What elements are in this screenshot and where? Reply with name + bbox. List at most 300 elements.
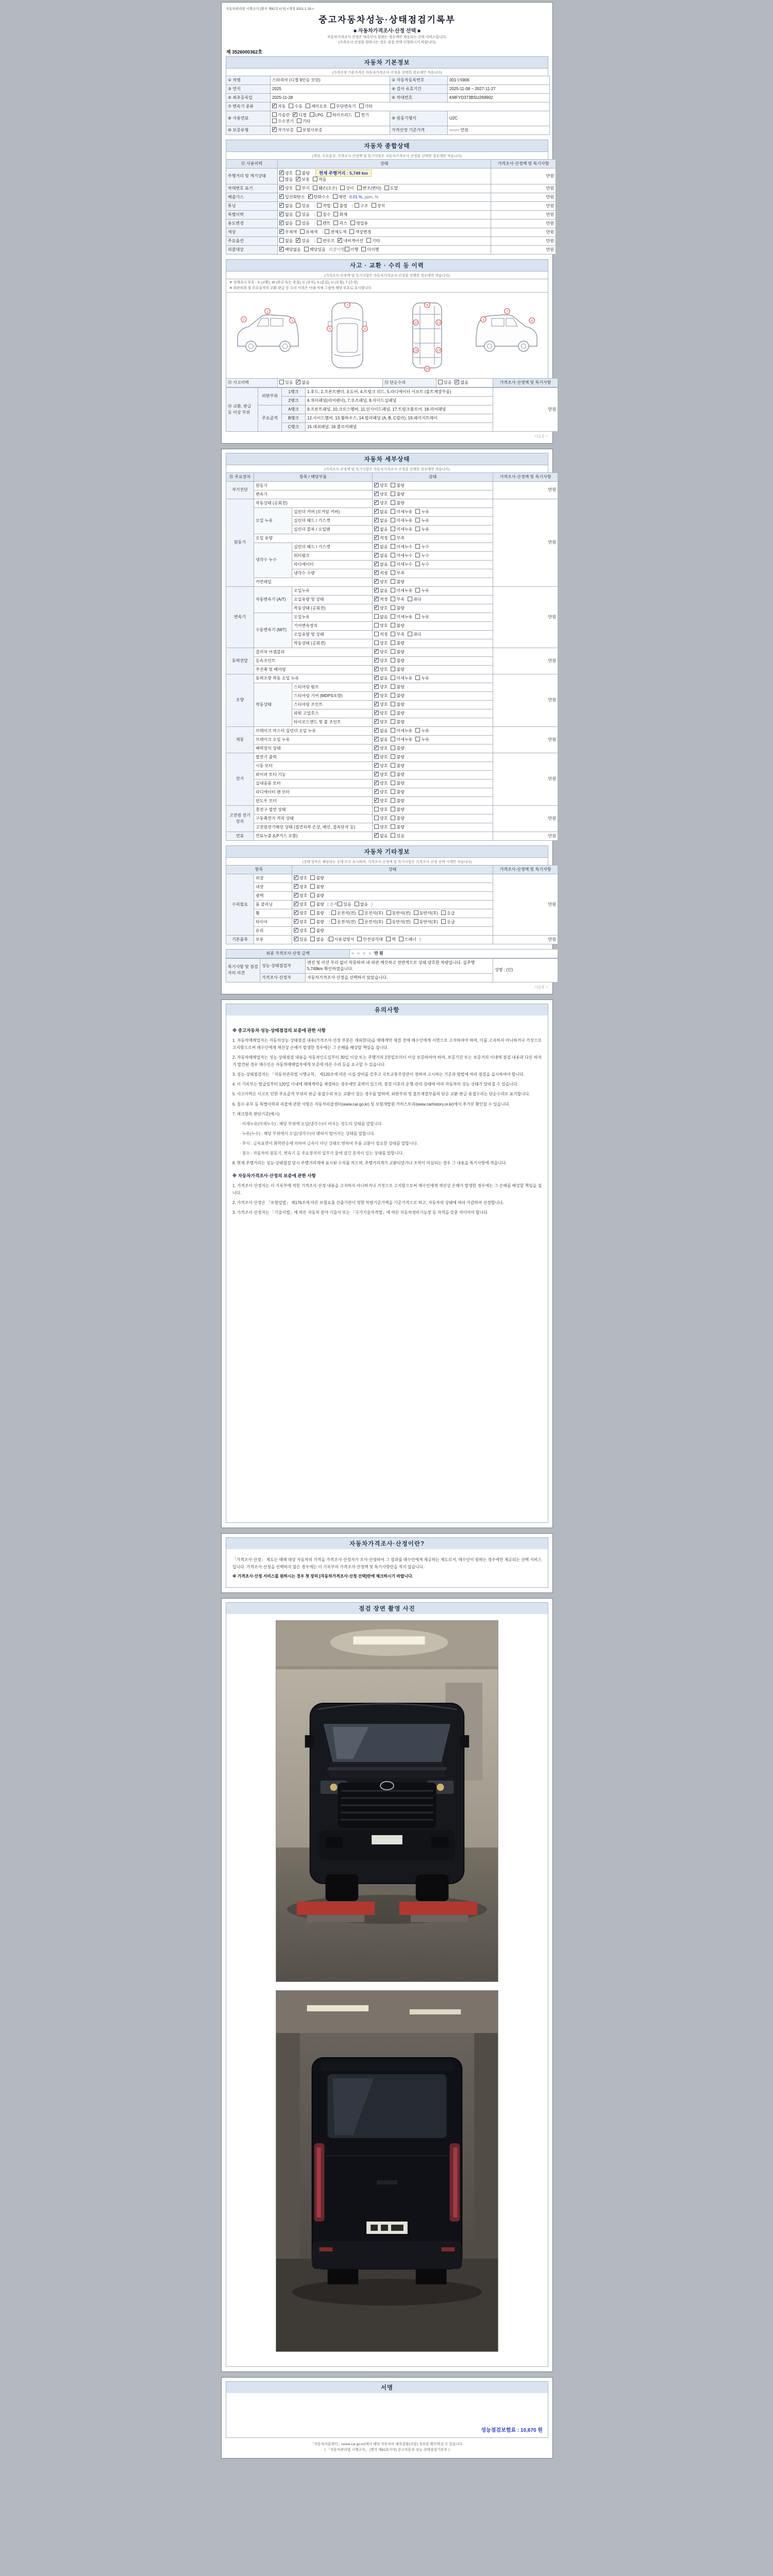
checkbox-option[interactable]	[374, 754, 388, 760]
checkbox-option[interactable]	[355, 203, 368, 209]
checkbox-checked[interactable]	[374, 798, 379, 803]
checkbox-unchecked[interactable]	[279, 238, 284, 243]
checkbox-option[interactable]	[391, 702, 404, 708]
checkbox-checked[interactable]	[294, 884, 298, 889]
checkbox-option[interactable]	[415, 518, 429, 524]
checkbox-unchecked[interactable]	[391, 807, 395, 811]
checkbox-checked[interactable]	[294, 910, 298, 915]
checkbox-unchecked[interactable]	[391, 789, 395, 794]
checkbox-option[interactable]	[374, 833, 388, 839]
checkbox-unchecked[interactable]	[296, 185, 300, 190]
checkbox-unchecked[interactable]	[391, 833, 395, 838]
checkbox-option[interactable]	[374, 737, 388, 743]
checkbox-unchecked[interactable]	[289, 104, 293, 108]
checkbox-unchecked[interactable]	[310, 112, 314, 117]
checkbox-option[interactable]	[374, 632, 388, 638]
checkbox-option[interactable]	[310, 902, 324, 908]
checkbox-unchecked[interactable]	[391, 710, 395, 715]
checkbox-unchecked[interactable]	[408, 597, 412, 601]
checkbox-option[interactable]	[386, 937, 396, 943]
checkbox-unchecked[interactable]	[330, 104, 335, 108]
checkbox-option[interactable]	[310, 910, 324, 917]
checkbox-unchecked[interactable]	[415, 614, 420, 619]
checkbox-unchecked[interactable]	[355, 902, 359, 906]
checkbox-option[interactable]	[391, 632, 404, 638]
checkbox-option[interactable]	[374, 807, 388, 813]
checkbox-option[interactable]	[310, 937, 324, 943]
checkbox-option[interactable]	[374, 579, 388, 585]
checkbox-option[interactable]	[391, 833, 404, 839]
checkbox-option[interactable]	[330, 104, 356, 110]
checkbox-checked[interactable]	[272, 127, 277, 132]
checkbox-option[interactable]	[272, 104, 285, 110]
checkbox-option[interactable]	[438, 380, 451, 386]
checkbox-option[interactable]	[317, 221, 330, 227]
checkbox-option[interactable]	[350, 221, 368, 227]
checkbox-option[interactable]	[359, 919, 383, 925]
checkbox-unchecked[interactable]	[310, 875, 315, 880]
checkbox-unchecked[interactable]	[386, 937, 391, 941]
checkbox-option[interactable]	[391, 667, 404, 673]
checkbox-option[interactable]	[333, 203, 347, 209]
checkbox-option[interactable]	[310, 893, 324, 899]
checkbox-option[interactable]	[441, 910, 455, 917]
checkbox-option[interactable]	[317, 212, 330, 218]
checkbox-unchecked[interactable]	[374, 824, 379, 829]
checkbox-unchecked[interactable]	[329, 937, 333, 941]
checkbox-option[interactable]	[328, 919, 356, 925]
checkbox-checked[interactable]	[296, 238, 300, 243]
checkbox-option[interactable]	[391, 754, 404, 760]
checkbox-option[interactable]	[374, 798, 388, 804]
checkbox-unchecked[interactable]	[328, 919, 336, 924]
checkbox-option[interactable]	[391, 807, 404, 813]
checkbox-unchecked[interactable]	[391, 562, 395, 566]
checkbox-unchecked[interactable]	[359, 919, 363, 924]
checkbox-option[interactable]	[304, 247, 326, 253]
checkbox-unchecked[interactable]	[391, 675, 395, 680]
checkbox-unchecked[interactable]	[391, 570, 395, 575]
checkbox-unchecked[interactable]	[317, 238, 322, 243]
checkbox-option[interactable]	[391, 816, 404, 822]
checkbox-checked[interactable]	[374, 553, 379, 557]
checkbox-checked[interactable]	[296, 177, 300, 181]
checkbox-option[interactable]	[317, 203, 330, 209]
checkbox-option[interactable]	[357, 937, 383, 943]
checkbox-option[interactable]	[272, 112, 290, 118]
checkbox-checked[interactable]	[374, 789, 379, 794]
checkbox-unchecked[interactable]	[340, 185, 345, 190]
checkbox-unchecked[interactable]	[333, 212, 338, 216]
checkbox-unchecked[interactable]	[297, 127, 301, 132]
checkbox-option[interactable]	[391, 745, 404, 752]
checkbox-option[interactable]	[384, 185, 398, 192]
checkbox-option[interactable]	[374, 772, 388, 778]
checkbox-option[interactable]	[293, 112, 306, 118]
checkbox-unchecked[interactable]	[391, 667, 395, 671]
checkbox-option[interactable]	[296, 177, 309, 183]
checkbox-option[interactable]	[296, 212, 309, 218]
checkbox-option[interactable]	[374, 483, 388, 489]
checkbox-option[interactable]	[310, 875, 324, 882]
checkbox-checked[interactable]	[374, 597, 379, 601]
checkbox-option[interactable]	[391, 728, 412, 734]
checkbox-unchecked[interactable]	[297, 118, 301, 123]
checkbox-option[interactable]	[391, 588, 412, 594]
checkbox-option[interactable]	[374, 702, 388, 708]
checkbox-option[interactable]	[327, 112, 352, 118]
checkbox-option[interactable]	[355, 902, 368, 908]
checkbox-checked[interactable]	[308, 194, 313, 199]
checkbox-option[interactable]	[349, 229, 371, 235]
checkbox-unchecked[interactable]	[415, 518, 420, 522]
checkbox-option[interactable]	[374, 763, 388, 769]
checkbox-unchecked[interactable]	[391, 483, 395, 487]
checkbox-unchecked[interactable]	[391, 579, 395, 584]
checkbox-option[interactable]	[294, 902, 307, 908]
checkbox-unchecked[interactable]	[355, 112, 360, 117]
checkbox-option[interactable]	[359, 910, 383, 917]
checkbox-checked[interactable]	[374, 649, 379, 654]
checkbox-option[interactable]	[374, 816, 388, 822]
checkbox-option[interactable]	[374, 684, 388, 690]
checkbox-option[interactable]	[279, 380, 293, 386]
checkbox-checked[interactable]	[294, 902, 298, 906]
checkbox-unchecked[interactable]	[386, 910, 391, 915]
checkbox-unchecked[interactable]	[317, 212, 322, 216]
checkbox-option[interactable]	[366, 238, 380, 244]
checkbox-option[interactable]	[391, 684, 404, 690]
checkbox-checked[interactable]	[293, 112, 297, 117]
checkbox-unchecked[interactable]	[391, 702, 395, 706]
checkbox-option[interactable]	[391, 553, 412, 559]
checkbox-unchecked[interactable]	[272, 118, 277, 123]
checkbox-option[interactable]	[391, 579, 404, 585]
checkbox-checked[interactable]	[374, 728, 379, 733]
checkbox-option[interactable]	[374, 509, 388, 515]
checkbox-checked[interactable]	[338, 238, 342, 243]
checkbox-checked[interactable]	[374, 658, 379, 663]
checkbox-unchecked[interactable]	[415, 562, 420, 566]
checkbox-option[interactable]	[374, 789, 388, 795]
checkbox-unchecked[interactable]	[415, 527, 420, 531]
checkbox-option[interactable]	[296, 185, 309, 192]
checkbox-option[interactable]	[374, 719, 388, 725]
checkbox-option[interactable]	[313, 177, 326, 183]
checkbox-checked[interactable]	[374, 570, 379, 575]
checkbox-option[interactable]	[359, 104, 373, 110]
checkbox-option[interactable]	[300, 229, 317, 235]
checkbox-unchecked[interactable]	[391, 649, 395, 654]
checkbox-option[interactable]	[310, 928, 324, 934]
checkbox-option[interactable]	[294, 884, 307, 890]
checkbox-option[interactable]	[408, 632, 421, 638]
checkbox-unchecked[interactable]	[415, 553, 420, 557]
checkbox-option[interactable]	[415, 562, 429, 568]
checkbox-option[interactable]	[374, 667, 388, 673]
checkbox-unchecked[interactable]	[333, 203, 338, 208]
checkbox-option[interactable]	[391, 675, 412, 682]
checkbox-checked[interactable]	[279, 203, 284, 208]
checkbox-unchecked[interactable]	[374, 807, 379, 811]
checkbox-checked[interactable]	[374, 693, 379, 698]
checkbox-option[interactable]	[374, 527, 388, 533]
checkbox-unchecked[interactable]	[374, 640, 379, 645]
checkbox-option[interactable]	[374, 824, 388, 831]
checkbox-unchecked[interactable]	[414, 910, 418, 915]
checkbox-unchecked[interactable]	[333, 194, 338, 199]
checkbox-option[interactable]	[317, 238, 334, 244]
checkbox-option[interactable]	[391, 719, 404, 725]
checkbox-checked[interactable]	[374, 527, 379, 531]
checkbox-option[interactable]	[357, 185, 381, 192]
checkbox-unchecked[interactable]	[355, 203, 359, 208]
checkbox-checked[interactable]	[279, 221, 284, 225]
checkbox-unchecked[interactable]	[391, 798, 395, 803]
checkbox-option[interactable]	[414, 910, 438, 917]
checkbox-option[interactable]	[279, 194, 305, 200]
checkbox-option[interactable]	[333, 221, 347, 227]
checkbox-option[interactable]	[329, 937, 355, 943]
checkbox-option[interactable]	[294, 910, 307, 917]
checkbox-unchecked[interactable]	[391, 500, 395, 505]
checkbox-unchecked[interactable]	[414, 919, 418, 924]
checkbox-option[interactable]	[374, 614, 388, 620]
checkbox-option[interactable]	[294, 928, 307, 934]
checkbox-option[interactable]	[296, 221, 309, 227]
checkbox-unchecked[interactable]	[391, 772, 395, 776]
checkbox-unchecked[interactable]	[304, 247, 309, 251]
checkbox-unchecked[interactable]	[296, 171, 300, 175]
checkbox-unchecked[interactable]	[310, 902, 315, 906]
checkbox-option[interactable]	[374, 518, 388, 524]
checkbox-checked[interactable]	[374, 535, 379, 540]
checkbox-checked[interactable]	[279, 185, 284, 190]
checkbox-option[interactable]	[361, 247, 379, 253]
checkbox-unchecked[interactable]	[391, 824, 395, 829]
checkbox-option[interactable]	[415, 553, 429, 559]
checkbox-option[interactable]	[415, 509, 429, 515]
checkbox-option[interactable]	[391, 789, 404, 795]
checkbox-unchecked[interactable]	[310, 910, 315, 915]
checkbox-unchecked[interactable]	[391, 640, 395, 645]
checkbox-option[interactable]	[308, 194, 330, 200]
checkbox-checked[interactable]	[374, 492, 379, 496]
checkbox-option[interactable]	[279, 185, 293, 192]
checkbox-option[interactable]	[355, 112, 368, 118]
checkbox-option[interactable]	[391, 570, 404, 577]
checkbox-option[interactable]	[391, 483, 404, 489]
checkbox-unchecked[interactable]	[391, 588, 395, 592]
checkbox-checked[interactable]	[296, 380, 300, 384]
checkbox-checked[interactable]	[374, 684, 379, 689]
checkbox-option[interactable]	[374, 597, 388, 603]
checkbox-checked[interactable]	[374, 562, 379, 566]
checkbox-unchecked[interactable]	[333, 221, 338, 225]
checkbox-option[interactable]	[415, 675, 429, 682]
checkbox-option[interactable]	[340, 185, 354, 192]
checkbox-unchecked[interactable]	[328, 910, 336, 916]
checkbox-option[interactable]	[279, 203, 293, 209]
checkbox-unchecked[interactable]	[391, 544, 395, 549]
checkbox-option[interactable]	[338, 238, 363, 244]
checkbox-option[interactable]	[374, 500, 388, 506]
checkbox-checked[interactable]	[374, 579, 379, 584]
checkbox-option[interactable]	[296, 380, 309, 386]
checkbox-option[interactable]	[279, 212, 293, 218]
checkbox-option[interactable]	[310, 884, 324, 890]
checkbox-checked[interactable]	[294, 875, 298, 880]
checkbox-unchecked[interactable]	[438, 380, 443, 384]
checkbox-option[interactable]	[279, 171, 293, 177]
checkbox-unchecked[interactable]	[415, 588, 420, 592]
checkbox-unchecked[interactable]	[391, 553, 395, 557]
checkbox-option[interactable]	[294, 919, 307, 925]
checkbox-option[interactable]	[333, 212, 347, 218]
checkbox-option[interactable]	[391, 824, 404, 831]
checkbox-unchecked[interactable]	[391, 719, 395, 724]
checkbox-unchecked[interactable]	[338, 902, 342, 906]
checkbox-unchecked[interactable]	[391, 527, 395, 531]
checkbox-option[interactable]	[386, 919, 411, 925]
checkbox-checked[interactable]	[455, 380, 459, 384]
checkbox-option[interactable]	[374, 640, 388, 647]
checkbox-checked[interactable]	[279, 194, 284, 199]
checkbox-unchecked[interactable]	[325, 229, 329, 234]
checkbox-option[interactable]	[386, 910, 411, 917]
signature-area[interactable]	[226, 2393, 548, 2438]
checkbox-option[interactable]	[414, 919, 438, 925]
checkbox-option[interactable]	[279, 247, 301, 253]
checkbox-option[interactable]	[297, 118, 310, 125]
checkbox-unchecked[interactable]	[327, 112, 331, 117]
checkbox-option[interactable]	[296, 238, 309, 244]
checkbox-unchecked[interactable]	[357, 185, 362, 190]
checkbox-checked[interactable]	[374, 544, 379, 549]
checkbox-option[interactable]	[415, 544, 429, 550]
checkbox-unchecked[interactable]	[357, 937, 362, 941]
checkbox-option[interactable]	[374, 588, 388, 594]
checkbox-unchecked[interactable]	[391, 693, 395, 698]
checkbox-option[interactable]	[391, 798, 404, 804]
checkbox-option[interactable]	[374, 570, 388, 577]
checkbox-unchecked[interactable]	[391, 754, 395, 759]
checkbox-checked[interactable]	[279, 171, 284, 175]
checkbox-unchecked[interactable]	[349, 229, 354, 234]
checkbox-checked[interactable]	[279, 212, 284, 216]
checkbox-option[interactable]	[374, 535, 388, 541]
checkbox-unchecked[interactable]	[391, 605, 395, 610]
checkbox-checked[interactable]	[374, 781, 379, 785]
checkbox-option[interactable]	[391, 535, 404, 541]
checkbox-option[interactable]	[374, 623, 388, 629]
checkbox-unchecked[interactable]	[317, 221, 322, 225]
checkbox-unchecked[interactable]	[399, 937, 404, 941]
checkbox-option[interactable]	[374, 562, 388, 568]
checkbox-checked[interactable]	[374, 772, 379, 776]
checkbox-checked[interactable]	[272, 104, 277, 108]
checkbox-option[interactable]	[294, 937, 307, 943]
checkbox-unchecked[interactable]	[350, 221, 355, 225]
checkbox-option[interactable]	[374, 492, 388, 498]
checkbox-option[interactable]	[272, 118, 294, 125]
checkbox-option[interactable]	[374, 553, 388, 559]
checkbox-option[interactable]	[391, 527, 412, 533]
checkbox-unchecked[interactable]	[310, 884, 315, 889]
checkbox-checked[interactable]	[279, 247, 284, 251]
checkbox-option[interactable]	[415, 527, 429, 533]
checkbox-unchecked[interactable]	[300, 229, 305, 234]
checkbox-unchecked[interactable]	[345, 247, 349, 251]
checkbox-option[interactable]	[399, 937, 416, 943]
checkbox-unchecked[interactable]	[391, 614, 395, 619]
checkbox-unchecked[interactable]	[310, 893, 315, 897]
checkbox-option[interactable]	[374, 649, 388, 655]
checkbox-unchecked[interactable]	[391, 737, 395, 741]
checkbox-unchecked[interactable]	[391, 763, 395, 768]
checkbox-unchecked[interactable]	[391, 658, 395, 663]
checkbox-option[interactable]	[325, 229, 346, 235]
checkbox-option[interactable]	[415, 614, 429, 620]
checkbox-unchecked[interactable]	[391, 535, 395, 540]
checkbox-option[interactable]	[279, 238, 293, 244]
checkbox-unchecked[interactable]	[279, 380, 284, 384]
checkbox-unchecked[interactable]	[391, 781, 395, 785]
checkbox-checked[interactable]	[374, 518, 379, 522]
checkbox-option[interactable]	[391, 562, 412, 568]
checkbox-option[interactable]	[310, 919, 324, 925]
checkbox-option[interactable]	[415, 728, 429, 734]
checkbox-checked[interactable]	[374, 588, 379, 592]
checkbox-option[interactable]	[408, 597, 421, 603]
checkbox-checked[interactable]	[374, 763, 379, 768]
checkbox-checked[interactable]	[374, 710, 379, 715]
checkbox-checked[interactable]	[374, 483, 379, 487]
checkbox-unchecked[interactable]	[361, 247, 366, 251]
checkbox-checked[interactable]	[374, 667, 379, 671]
checkbox-option[interactable]	[391, 544, 412, 550]
checkbox-option[interactable]	[297, 127, 323, 133]
checkbox-checked[interactable]	[279, 229, 284, 234]
checkbox-option[interactable]	[328, 910, 356, 917]
checkbox-unchecked[interactable]	[372, 203, 376, 208]
checkbox-unchecked[interactable]	[391, 816, 395, 820]
checkbox-checked[interactable]	[374, 737, 379, 741]
checkbox-unchecked[interactable]	[415, 544, 420, 549]
checkbox-checked[interactable]	[294, 937, 298, 941]
checkbox-unchecked[interactable]	[386, 919, 391, 924]
checkbox-unchecked[interactable]	[310, 928, 315, 933]
checkbox-option[interactable]	[391, 710, 404, 717]
checkbox-option[interactable]	[391, 492, 404, 498]
checkbox-option[interactable]	[294, 875, 307, 882]
checkbox-unchecked[interactable]	[310, 937, 315, 941]
checkbox-option[interactable]	[455, 380, 468, 386]
checkbox-option[interactable]	[391, 693, 404, 699]
checkbox-option[interactable]	[374, 781, 388, 787]
checkbox-unchecked[interactable]	[374, 623, 379, 628]
checkbox-option[interactable]	[391, 649, 404, 655]
checkbox-unchecked[interactable]	[374, 816, 379, 820]
checkbox-unchecked[interactable]	[296, 212, 300, 216]
checkbox-unchecked[interactable]	[384, 185, 389, 190]
checkbox-unchecked[interactable]	[272, 112, 277, 117]
checkbox-checked[interactable]	[374, 702, 379, 706]
checkbox-unchecked[interactable]	[310, 919, 315, 924]
checkbox-unchecked[interactable]	[391, 597, 395, 601]
checkbox-unchecked[interactable]	[313, 185, 317, 190]
checkbox-unchecked[interactable]	[441, 910, 446, 915]
